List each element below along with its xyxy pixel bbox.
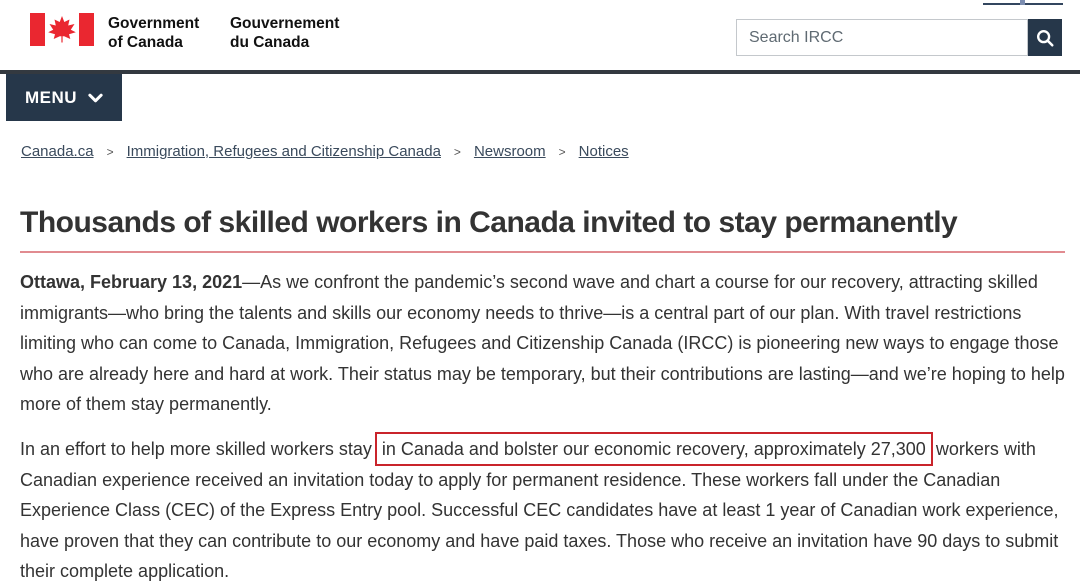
menu-button-label: MENU xyxy=(24,87,78,107)
breadcrumb-link-notices[interactable]: Notices xyxy=(578,143,629,160)
search-button[interactable] xyxy=(1028,19,1062,56)
breadcrumb-link-canada-ca[interactable]: Canada.ca xyxy=(21,143,94,160)
breadcrumb xyxy=(21,143,629,160)
menu-button[interactable] xyxy=(6,74,122,121)
gov-en-line1: Government xyxy=(108,15,200,32)
search-input[interactable] xyxy=(736,19,1028,56)
dateline: Ottawa, February 13, 2021 xyxy=(20,272,243,292)
gov-fr-line1: Gouvernement xyxy=(230,15,340,32)
paragraph-2 xyxy=(20,434,1065,584)
paragraph-1 xyxy=(20,267,1065,420)
breadcrumb-separator: > xyxy=(453,144,461,159)
gov-en-line2: of Canada xyxy=(108,34,183,51)
breadcrumb-link-newsroom[interactable]: Newsroom xyxy=(473,143,546,160)
gov-fr-line2: du Canada xyxy=(230,34,310,51)
site-header xyxy=(0,0,1080,70)
page-title: Thousands of skilled workers in Canada invited to stay permanently xyxy=(20,206,1065,253)
highlight-box: in Canada and bolster our economic recovery, approximately 27,300 xyxy=(377,434,931,464)
paragraph-2-after: workers with Canadian experience received an invitation today to apply for permanent residence. These workers fall under the Canadian Experience Class (CEC) of the Express Entry pool. Successful CEC candidates have at least 1 year of Canadian work experience, have proven that they can contribute to our economy and have paid taxes. Those who receive an invitation have 90 days to submit their complete application. xyxy=(20,438,1059,582)
government-of-canada-wordmark-fr xyxy=(230,14,339,52)
canada-flag-icon xyxy=(30,13,94,46)
breadcrumb-link-ircc[interactable]: Immigration, Refugees and Citizenship Canada xyxy=(126,143,441,160)
paragraph-2-before: In an effort to help more skilled workers stay xyxy=(20,438,377,459)
article xyxy=(20,206,1065,584)
signin-link-fragment[interactable] xyxy=(983,0,1063,5)
breadcrumb-separator: > xyxy=(106,144,114,159)
search-icon xyxy=(1035,28,1055,48)
paragraph-1-text: —As we confront the pandemic’s second wave and chart a course for our recovery, attracting skilled immigrants—who bring the talents and skills our economy needs to thrive—is a central part of our plan. With travel restrictions limiting who can come to Canada, Immigration, Refugees and Citizenship Canada (IRCC) is pioneering new ways to engage those who are already here and hard at work. Their status may be temporary, but their contributions are lasting—and we’re hoping to help more of them stay permanently. xyxy=(20,272,1065,415)
breadcrumb-separator: > xyxy=(558,144,566,159)
chevron-down-icon xyxy=(88,93,103,103)
government-of-canada-wordmark-en[interactable] xyxy=(108,14,199,52)
header-divider-bar xyxy=(0,70,1080,74)
